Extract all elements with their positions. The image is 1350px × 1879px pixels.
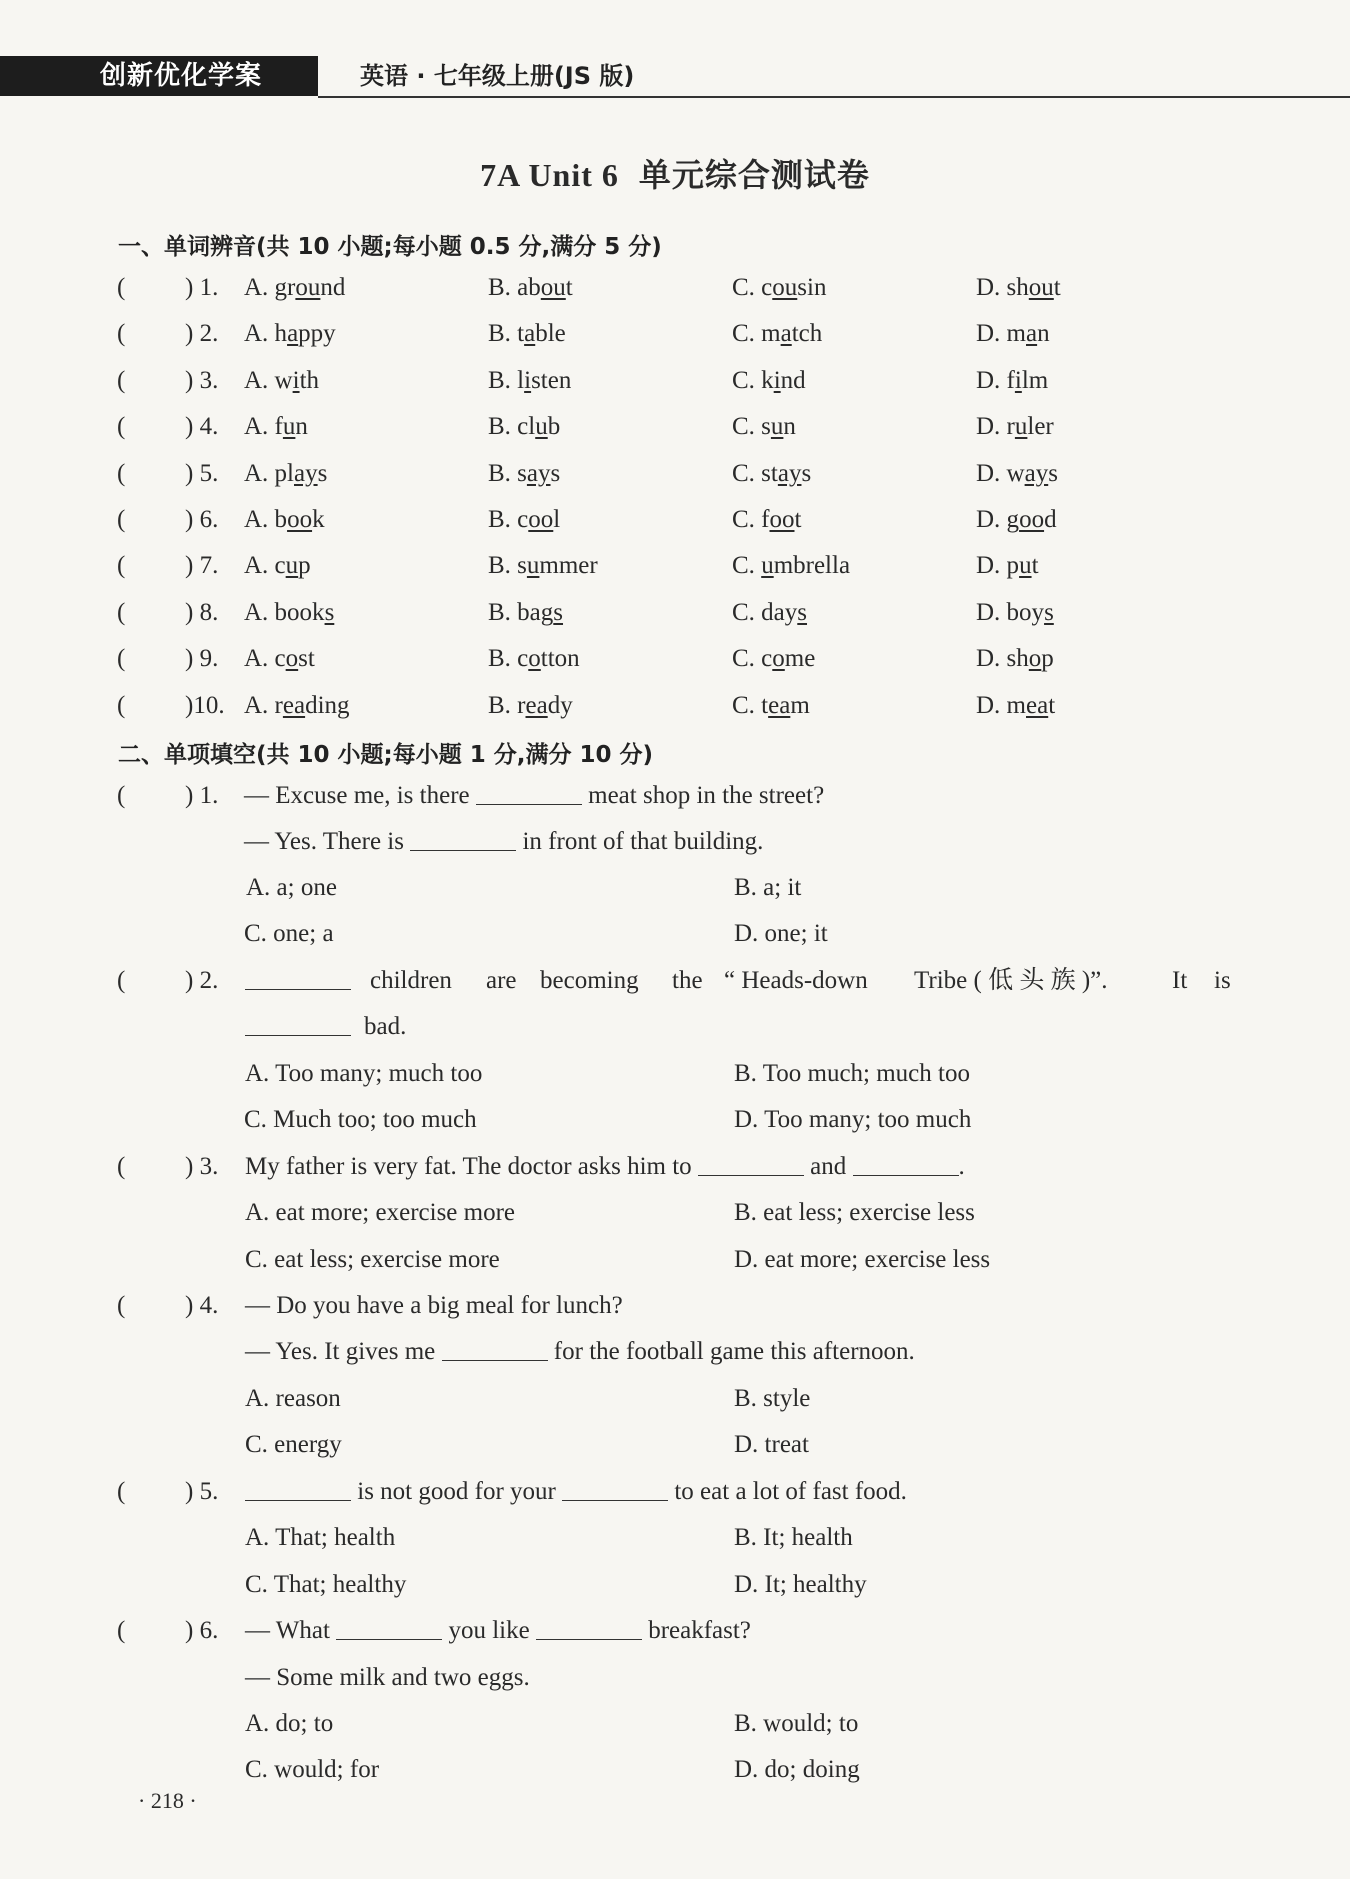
question-number: ) 4. — [185, 1292, 219, 1319]
question-number: ) 5. — [185, 1478, 219, 1505]
page-number: · 218 · — [138, 1788, 197, 1813]
option-text: C. s — [732, 413, 771, 441]
question-number: ) 5. — [185, 459, 219, 487]
option-c[interactable] — [732, 268, 826, 308]
option-text: d — [1044, 506, 1057, 533]
option-text: B. c — [488, 645, 529, 673]
option-text: A. f — [244, 413, 283, 441]
option-b[interactable]: B. It; health — [734, 1524, 853, 1551]
option-a[interactable] — [244, 268, 345, 308]
option-text: l — [553, 506, 561, 533]
question-number: ) 2. — [185, 967, 219, 994]
underlined-letters: ay — [1024, 459, 1049, 487]
question-text: — What you like breakfast? — [245, 1611, 751, 1651]
pronunciation-row — [0, 500, 1350, 540]
option-text: B. s — [488, 552, 527, 580]
option-a[interactable] — [244, 686, 350, 726]
option-text: D. m — [976, 691, 1026, 719]
question-word: bad. — [364, 1013, 407, 1040]
option-text: D. w — [976, 459, 1025, 487]
question-word: Tribe ( 低 头 族 )”. — [914, 967, 1108, 994]
option-a[interactable]: A. eat more; exercise more — [245, 1199, 516, 1226]
question-6-line-1 — [0, 1611, 1350, 1651]
option-b[interactable] — [488, 546, 598, 586]
answer-blank[interactable] — [336, 1611, 442, 1640]
option-text: B. s — [488, 459, 527, 487]
underlined-letters: oo — [528, 506, 554, 533]
option-b[interactable] — [488, 407, 560, 447]
option-text: me — [784, 645, 816, 673]
option-text: s — [317, 459, 328, 487]
option-text: t — [1053, 274, 1061, 301]
pronunciation-row — [0, 686, 1350, 726]
underlined-letters: a — [524, 320, 536, 348]
option-text: st — [298, 645, 315, 673]
option-c[interactable]: C. eat less; exercise more — [245, 1246, 500, 1273]
option-text: ppy — [298, 320, 336, 348]
option-text: C. day — [732, 598, 798, 626]
option-text: sten — [531, 366, 572, 394]
option-text: C. f — [732, 506, 770, 533]
option-text: t — [1031, 552, 1039, 580]
answer-paren: ( — [117, 274, 126, 301]
underlined-letters: ou — [295, 274, 321, 301]
answer-blank[interactable] — [698, 1147, 804, 1176]
question-4-options-2 — [0, 1425, 1350, 1465]
underlined-letters: ay — [526, 459, 551, 487]
answer-blank[interactable] — [853, 1147, 959, 1176]
question-word: It — [1172, 967, 1188, 994]
option-text: C. — [732, 552, 762, 580]
question-number: ) 1. — [185, 782, 219, 809]
option-d[interactable]: D. Too many; too much — [734, 1106, 972, 1133]
option-text: A. w — [244, 366, 293, 394]
question-word: the — [672, 967, 703, 994]
option-c[interactable] — [732, 593, 807, 633]
question-6-line-2 — [0, 1658, 1350, 1698]
question-2-line-1 — [0, 961, 1350, 1001]
option-d[interactable]: D. do; doing — [734, 1756, 860, 1783]
question-word: are — [486, 967, 517, 994]
option-d[interactable] — [976, 361, 1048, 401]
option-b[interactable]: B. Too much; much too — [734, 1060, 970, 1087]
answer-blank[interactable] — [245, 1007, 351, 1036]
option-b[interactable] — [488, 593, 563, 633]
page-title — [0, 150, 1350, 196]
option-text: A. c — [244, 552, 286, 580]
pronunciation-row — [0, 546, 1350, 586]
option-d[interactable] — [976, 686, 1055, 726]
option-text: D. g — [976, 506, 1020, 533]
option-text: A. c — [244, 645, 286, 673]
section-title-1: 一、单词辨音(共 10 小题;每小题 0.5 分,满分 5 分) — [118, 234, 662, 260]
question-text: — Yes. It gives me for the football game this afternoon. — [245, 1332, 915, 1372]
question-number: ) 9. — [185, 645, 219, 673]
underlined-letters: oo — [287, 506, 313, 533]
question-1-line-2 — [0, 822, 1350, 862]
underlined-letters: ea — [768, 691, 791, 719]
option-c[interactable] — [732, 686, 810, 726]
option-text: C. st — [732, 459, 778, 487]
question-number: ) 4. — [185, 413, 219, 441]
option-text: p — [1041, 645, 1054, 673]
question-2-options-2 — [0, 1100, 1350, 1140]
option-a[interactable] — [244, 500, 325, 540]
question-word: “ Heads-down — [724, 967, 868, 994]
option-text: B. bag — [488, 598, 554, 626]
underlined-letters: ou — [1028, 274, 1054, 301]
pronunciation-row — [0, 454, 1350, 494]
question-word: children — [370, 967, 452, 994]
question-4-line-2 — [0, 1332, 1350, 1372]
question-1-options-2 — [0, 914, 1350, 954]
option-c[interactable]: C. energy — [245, 1431, 342, 1458]
option-text: C. m — [732, 320, 781, 348]
question-number: ) 7. — [185, 552, 219, 580]
page-header — [0, 54, 1350, 100]
option-text: D. m — [976, 320, 1026, 348]
answer-blank[interactable] — [442, 1332, 548, 1361]
option-text: D. f — [976, 366, 1015, 394]
option-b[interactable]: B. eat less; exercise less — [734, 1199, 975, 1226]
option-text: C. c — [732, 274, 773, 301]
option-d[interactable] — [976, 593, 1054, 633]
header-rule — [318, 96, 1350, 98]
answer-blank[interactable] — [476, 776, 582, 805]
option-text: n — [295, 413, 308, 441]
option-text: tton — [540, 645, 580, 673]
option-text: C. k — [732, 366, 774, 394]
option-text: sin — [797, 274, 827, 301]
question-5-options-1 — [0, 1518, 1350, 1558]
underlined-letters: u — [535, 413, 548, 441]
option-text: B. ab — [488, 274, 541, 301]
answer-blank[interactable] — [562, 1472, 668, 1501]
question-6-options-2 — [0, 1750, 1350, 1790]
option-d[interactable] — [976, 407, 1054, 447]
option-text: lm — [1021, 366, 1049, 394]
underlined-letters: ou — [772, 274, 798, 301]
option-text: D. p — [976, 552, 1020, 580]
underlined-letters: s — [797, 598, 808, 626]
pronunciation-row — [0, 361, 1350, 401]
option-text: m — [790, 691, 810, 719]
option-a[interactable] — [244, 361, 319, 401]
option-d[interactable] — [976, 639, 1054, 679]
option-text: tch — [791, 320, 823, 348]
question-4-options-1 — [0, 1379, 1350, 1419]
option-text: C. t — [732, 691, 769, 719]
option-d[interactable]: D. one; it — [734, 920, 828, 947]
option-c[interactable] — [732, 361, 806, 401]
option-text: dy — [547, 691, 573, 719]
question-number: ) 6. — [185, 506, 219, 533]
question-1-options-1 — [0, 868, 1350, 908]
question-text: — Excuse me, is there meat shop in the street? — [244, 776, 824, 816]
option-text: n — [1037, 320, 1050, 348]
option-a[interactable] — [244, 314, 336, 354]
option-text: A. b — [244, 506, 288, 533]
option-d[interactable] — [976, 454, 1058, 494]
option-text: B. r — [488, 691, 526, 719]
question-5-line-1 — [0, 1472, 1350, 1512]
option-text: A. book — [244, 598, 325, 626]
option-c[interactable] — [732, 500, 801, 540]
underlined-letters: s — [553, 598, 564, 626]
option-text: C. c — [732, 645, 773, 673]
answer-paren: ( — [117, 645, 126, 673]
option-text: D. sh — [976, 645, 1029, 673]
underlined-letters: o — [1028, 645, 1042, 673]
underlined-letters: u — [1019, 552, 1032, 580]
option-a[interactable] — [244, 546, 311, 586]
underlined-letters: o — [772, 645, 785, 673]
option-d[interactable] — [976, 314, 1050, 354]
option-text: ble — [535, 320, 566, 348]
pronunciation-row — [0, 314, 1350, 354]
option-text: b — [547, 413, 561, 441]
question-number: ) 8. — [185, 598, 219, 626]
underlined-letters: o — [528, 645, 541, 673]
underlined-letters: a — [287, 320, 299, 348]
option-c[interactable]: C. one; a — [244, 920, 334, 947]
option-text: nd — [320, 274, 346, 301]
option-b[interactable] — [488, 361, 571, 401]
answer-blank[interactable] — [245, 1472, 351, 1501]
underlined-letters: u — [761, 552, 774, 580]
question-number: ) 3. — [185, 366, 219, 394]
option-a[interactable]: A. Too many; much too — [245, 1060, 483, 1087]
option-a[interactable] — [244, 639, 315, 679]
option-text: t — [565, 274, 573, 301]
option-c[interactable]: C. would; for — [245, 1756, 380, 1783]
question-text: — Yes. There is in front of that building. — [244, 822, 763, 862]
answer-paren: ( — [117, 691, 126, 719]
question-text: — Some milk and two eggs. — [245, 1664, 530, 1691]
answer-paren: ( — [117, 506, 126, 533]
underlined-letters: u — [526, 552, 540, 580]
answer-paren: ( — [117, 967, 126, 994]
underlined-letters: ea — [282, 691, 306, 719]
option-text: s — [550, 459, 561, 487]
answer-paren: ( — [117, 782, 126, 809]
underlined-letters: i — [292, 366, 300, 394]
option-a[interactable]: A. do; to — [245, 1710, 334, 1737]
answer-paren: ( — [117, 366, 126, 394]
pronunciation-row — [0, 407, 1350, 447]
underlined-letters: u — [285, 552, 299, 580]
book-title: 英语 · 七年级上册(JS 版) — [360, 62, 635, 90]
underlined-letters: s — [1044, 598, 1054, 626]
question-number: )10. — [185, 691, 225, 719]
option-text: t — [1048, 691, 1056, 719]
option-d[interactable] — [976, 500, 1057, 540]
brand-logo: 创新优化学案 — [0, 56, 318, 96]
option-text: B. c — [488, 506, 529, 533]
option-d[interactable] — [976, 268, 1061, 308]
option-b[interactable]: B. a; it — [734, 874, 802, 901]
option-text: ding — [305, 691, 350, 719]
option-text: B. t — [488, 320, 525, 348]
question-number: ) 1. — [185, 274, 219, 301]
question-4-line-1 — [0, 1286, 1350, 1326]
pronunciation-row — [0, 593, 1350, 633]
option-text: s — [801, 459, 812, 487]
option-c[interactable] — [732, 639, 815, 679]
question-2-line-2 — [0, 1007, 1350, 1047]
question-2-options-1 — [0, 1054, 1350, 1094]
option-c[interactable]: C. Much too; too much — [244, 1106, 477, 1133]
option-b[interactable] — [488, 639, 580, 679]
option-d[interactable]: D. It; healthy — [734, 1571, 867, 1598]
underlined-letters: a — [1026, 320, 1038, 348]
underlined-letters: u — [770, 413, 784, 441]
section-title-2: 二、单项填空(共 10 小题;每小题 1 分,满分 10 分) — [118, 742, 654, 768]
underlined-letters: u — [1014, 413, 1028, 441]
option-a[interactable]: A. a; one — [246, 874, 337, 901]
underlined-letters: s — [324, 598, 335, 626]
option-a[interactable] — [244, 407, 308, 447]
underlined-letters: ay — [777, 459, 802, 487]
question-text: is not good for your to eat a lot of fast food. — [245, 1472, 907, 1512]
option-text: n — [783, 413, 796, 441]
underlined-letters: oo — [1019, 506, 1045, 533]
option-text: D. boy — [976, 598, 1045, 626]
question-text: My father is very fat. The doctor asks him to and . — [245, 1147, 965, 1187]
question-3-options-2 — [0, 1240, 1350, 1280]
option-text: A. gr — [244, 274, 296, 301]
underlined-letters: i — [524, 366, 532, 394]
option-text: A. r — [244, 691, 283, 719]
option-d[interactable]: D. treat — [734, 1431, 809, 1458]
answer-paren: ( — [117, 413, 126, 441]
option-a[interactable]: A. reason — [245, 1385, 341, 1412]
answer-paren: ( — [117, 552, 126, 580]
option-b[interactable]: B. would; to — [734, 1710, 859, 1737]
option-text: D. r — [976, 413, 1015, 441]
option-text: B. cl — [488, 413, 536, 441]
pronunciation-row — [0, 268, 1350, 308]
option-text: B. l — [488, 366, 525, 394]
question-text: — Do you have a big meal for lunch? — [245, 1292, 623, 1319]
question-6-options-1 — [0, 1704, 1350, 1744]
option-c[interactable] — [732, 314, 822, 354]
option-b[interactable] — [488, 454, 560, 494]
option-text: mmer — [539, 552, 598, 580]
answer-paren: ( — [117, 1617, 126, 1644]
question-number: ) 3. — [185, 1153, 219, 1180]
underlined-letters: ea — [1026, 691, 1049, 719]
underlined-letters: i — [773, 366, 781, 394]
option-text: mbrella — [773, 552, 851, 580]
title-en: 7A Unit 6 — [480, 157, 619, 193]
question-word: becoming — [540, 967, 639, 994]
question-number: ) 6. — [185, 1617, 219, 1644]
option-d[interactable]: D. eat more; exercise less — [734, 1246, 991, 1273]
question-number: ) 2. — [185, 320, 219, 348]
option-b[interactable] — [488, 500, 560, 540]
pronunciation-row — [0, 639, 1350, 679]
question-5-options-2 — [0, 1565, 1350, 1605]
option-text: k — [312, 506, 325, 533]
option-text: th — [299, 366, 320, 394]
underlined-letters: i — [1014, 366, 1022, 394]
underlined-letters: u — [282, 413, 296, 441]
option-b[interactable] — [488, 686, 573, 726]
option-b[interactable] — [488, 314, 566, 354]
answer-paren: ( — [117, 1292, 126, 1319]
underlined-letters: ay — [294, 459, 318, 487]
option-c[interactable] — [732, 546, 850, 586]
option-text: t — [794, 506, 802, 533]
option-c[interactable] — [732, 407, 796, 447]
answer-paren: ( — [117, 1478, 126, 1505]
option-b[interactable]: B. style — [734, 1385, 811, 1412]
answer-blank[interactable] — [410, 822, 516, 851]
option-text: p — [298, 552, 311, 580]
question-word: is — [1214, 967, 1231, 994]
answer-paren: ( — [117, 1153, 126, 1180]
option-a[interactable] — [244, 454, 327, 494]
question-3-line-1 — [0, 1147, 1350, 1187]
option-text: A. pl — [244, 459, 294, 487]
answer-blank[interactable] — [536, 1611, 642, 1640]
option-b[interactable] — [488, 268, 573, 308]
option-c[interactable] — [732, 454, 811, 494]
question-3-options-1 — [0, 1193, 1350, 1233]
underlined-letters: oo — [769, 506, 795, 533]
title-cn: 单元综合测试卷 — [638, 156, 870, 194]
option-text: s — [1048, 459, 1058, 487]
underlined-letters: ea — [525, 691, 548, 719]
underlined-letters: o — [285, 645, 299, 673]
option-a[interactable] — [244, 593, 334, 633]
answer-paren: ( — [117, 459, 126, 487]
underlined-letters: ou — [540, 274, 566, 301]
option-a[interactable]: A. That; health — [245, 1524, 396, 1551]
option-text: A. h — [244, 320, 288, 348]
answer-blank[interactable] — [245, 961, 351, 990]
option-text: ler — [1027, 413, 1054, 441]
question-1-line-1 — [0, 776, 1350, 816]
option-text: nd — [780, 366, 806, 394]
option-d[interactable] — [976, 546, 1039, 586]
answer-paren: ( — [117, 320, 126, 348]
answer-paren: ( — [117, 598, 126, 626]
option-c[interactable]: C. That; healthy — [245, 1571, 407, 1598]
underlined-letters: a — [780, 320, 792, 348]
option-text: D. sh — [976, 274, 1029, 301]
